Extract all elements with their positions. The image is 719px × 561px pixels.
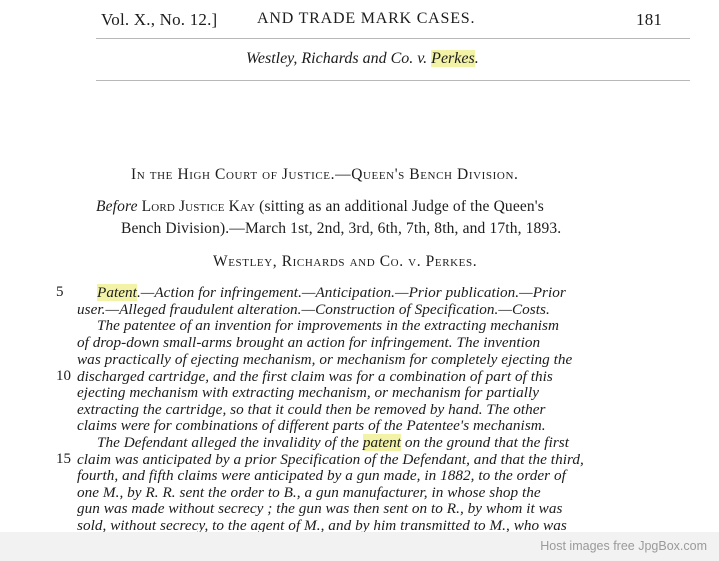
host-footer-link[interactable]: Host images free JpgBox.com: [540, 539, 707, 553]
before-line-2: Bench Division).—March 1st, 2nd, 3rd, 6th, 7th, 8th, and 17th, 1893.: [121, 220, 562, 237]
body-line-13: one M., by R. R. sent the order to B., a gun manufacturer, in whose shop the: [77, 484, 541, 501]
before-label: Before: [96, 198, 142, 215]
body-line-10-pre: The Defendant alleged the invalidity of the: [97, 434, 363, 451]
body-line-5: was practically of ejecting mechanism, or mechanism for completely ejecting the: [77, 351, 573, 368]
line-number-5: 5: [56, 284, 64, 300]
body-line-12: fourth, and fifth claims were anticipated by a gun made, in 1882, to the order of: [77, 467, 566, 484]
body-line-10: [97, 434, 569, 452]
body-line-10-post: on the ground that the first: [401, 434, 570, 451]
body-highlight-patent: patent: [362, 434, 402, 451]
judge-name: Lord Justice Kay: [141, 198, 256, 215]
case-title: Westley, Richards and Co. v. Perkes.: [213, 253, 478, 270]
body-line-4: of drop-down small-arms brought an action for infringement. The invention: [77, 334, 541, 351]
running-title-highlight: Perkes: [431, 50, 475, 67]
body-line-3: The patentee of an invention for improvements in the extracting mechanism: [97, 317, 559, 334]
running-title-rule: [96, 80, 690, 81]
volume-reference: Vol. X., No. 12.]: [101, 10, 218, 29]
line-number-15: 15: [56, 451, 71, 467]
body-line-11: claim was anticipated by a prior Specification of the Defendant, and that the third,: [77, 451, 584, 468]
line-number-10: 10: [56, 368, 71, 384]
headnote-line-2: user.—Alleged fraudulent alteration.—Construction of Specification.—Costs.: [77, 301, 550, 318]
running-title-suffix: .: [474, 50, 479, 67]
body-line-6: discharged cartridge, and the first claim was for a combination of part of this: [77, 368, 553, 385]
body-line-15: sold, without secrecy, to the agent of M., and by him transmitted to M., who was: [77, 517, 567, 532]
court-heading: In the High Court of Justice.—Queen's Bench Division.: [131, 166, 519, 183]
headnote-line-1-rest: .—Action for infringement.—Anticipation.—Prior publication.—Prior: [136, 284, 566, 301]
headnote-line-1: [97, 284, 566, 302]
header-rule: [96, 38, 690, 39]
journal-title: AND TRADE MARK CASES.: [257, 10, 476, 27]
before-line-1-rest: (sitting as an additional Judge of the Queen's: [255, 198, 544, 215]
body-line-9: claims were for combinations of different parts of the Patentee's mechanism.: [77, 417, 546, 434]
page-number: 181: [636, 10, 663, 29]
headnote-highlight-patent: Patent: [97, 284, 137, 301]
body-line-14: gun was made without secrecy ; the gun was then sent on to R., by whom it was: [77, 500, 563, 517]
running-title-prefix: Westley, Richards and Co. v.: [246, 50, 432, 67]
running-title: [246, 50, 479, 68]
body-line-8: extracting the cartridge, so that it could then be removed by hand. The other: [77, 401, 546, 418]
host-footer-bar: [0, 532, 719, 561]
before-line-1: [96, 198, 544, 216]
body-line-7: ejecting mechanism with extracting mechanism, or mechanism for partially: [77, 384, 540, 401]
